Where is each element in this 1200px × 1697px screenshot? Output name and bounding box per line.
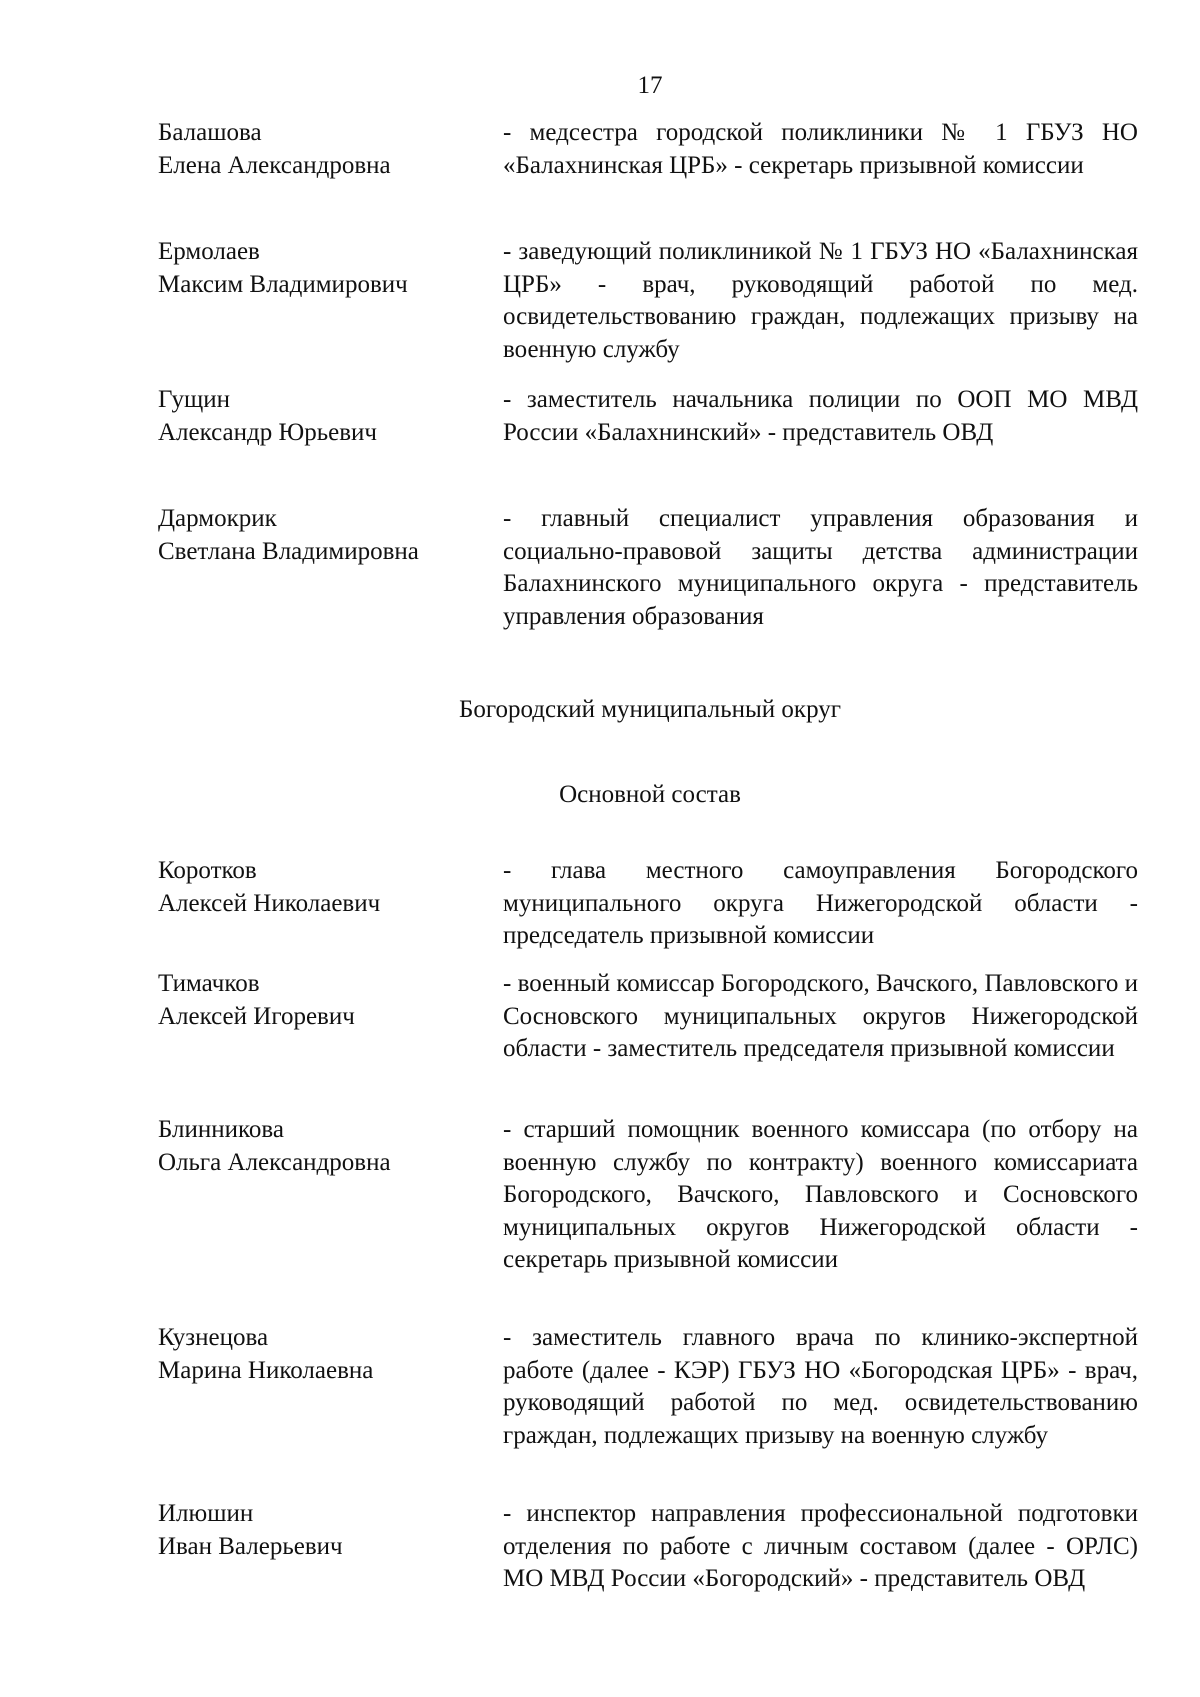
member-name — [158, 1322, 478, 1387]
member-role: - глава местного самоуправления Богородского муниципального округа Нижегородской области - председатель призывной комиссии — [503, 857, 1138, 949]
composition-heading: Основной состав — [559, 781, 741, 808]
member-role: - инспектор направления профессиональной подготовки отделения по работе с личным составом (далее - ОРЛС) МО МВД России «Богородский» - представитель ОВД — [503, 1500, 1138, 1592]
member-role: - старший помощник военного комиссара (по отбору на военную службу по контракту) военного комиссариата Богородского, Вачского, Павловского и Сосновского муниципальных округов Нижегородской области - секретарь призывной комиссии — [503, 1116, 1138, 1273]
member-given-names: Максим Владимирович — [158, 270, 408, 298]
member-given-names: Алексей Игоревич — [158, 1002, 355, 1030]
member-surname: Илюшин — [158, 1500, 254, 1527]
district-heading: Богородский муниципальный округ — [458, 696, 842, 723]
member-name — [158, 1114, 478, 1179]
member-given-names: Марина Николаевна — [158, 1356, 374, 1384]
member-name — [158, 968, 478, 1033]
member-name — [158, 384, 478, 449]
member-surname: Кузнецова — [158, 1324, 269, 1351]
member-name — [158, 503, 478, 568]
member-role: - главный специалист управления образования и социально-правовой защиты детства администрации Балахнинского муниципального округа - представитель управления образования — [503, 505, 1138, 630]
member-surname: Гущин — [158, 386, 231, 413]
member-given-names: Светлана Владимировна — [158, 537, 419, 565]
page-number: 17 — [637, 72, 663, 99]
member-surname: Тимачков — [158, 970, 260, 997]
member-name — [158, 855, 478, 920]
member-surname: Коротков — [158, 857, 257, 884]
member-role: - заместитель начальника полиции по ООП МО МВД России «Балахнинский» - представитель ОВД — [503, 386, 1138, 446]
member-role: - медсестра городской поликлиники № 1 ГБУЗ НО «Балахнинская ЦРБ» - секретарь призывной комиссии — [503, 119, 1138, 179]
member-role: - заместитель главного врача по клинико-экспертной работе (далее - КЭР) ГБУЗ НО «Богородская ЦРБ» - врач, руководящий работой по мед. освидетельствованию граждан, подлежащих призыву на военную службу — [503, 1324, 1138, 1449]
member-name — [158, 117, 478, 182]
member-surname: Дармокрик — [158, 505, 277, 532]
member-surname: Балашова — [158, 119, 262, 146]
member-role: - заведующий поликлиникой № 1 ГБУЗ НО «Балахнинская ЦРБ» - врач, руководящий работой по мед. освидетельствованию граждан, подлежащих призыву на военную службу — [503, 238, 1138, 363]
member-given-names: Алексей Николаевич — [158, 889, 381, 917]
member-surname: Блинникова — [158, 1116, 284, 1143]
member-given-names: Иван Валерьевич — [158, 1532, 343, 1560]
member-name — [158, 236, 478, 301]
member-given-names: Ольга Александровна — [158, 1148, 391, 1176]
member-given-names: Елена Александровна — [158, 151, 391, 179]
member-name — [158, 1498, 478, 1563]
member-given-names: Александр Юрьевич — [158, 418, 377, 446]
member-role: - военный комиссар Богородского, Вачского, Павловского и Сосновского муниципальных округов Нижегородской области - заместитель председателя призывной комиссии — [503, 970, 1138, 1062]
member-surname: Ермолаев — [158, 238, 260, 265]
